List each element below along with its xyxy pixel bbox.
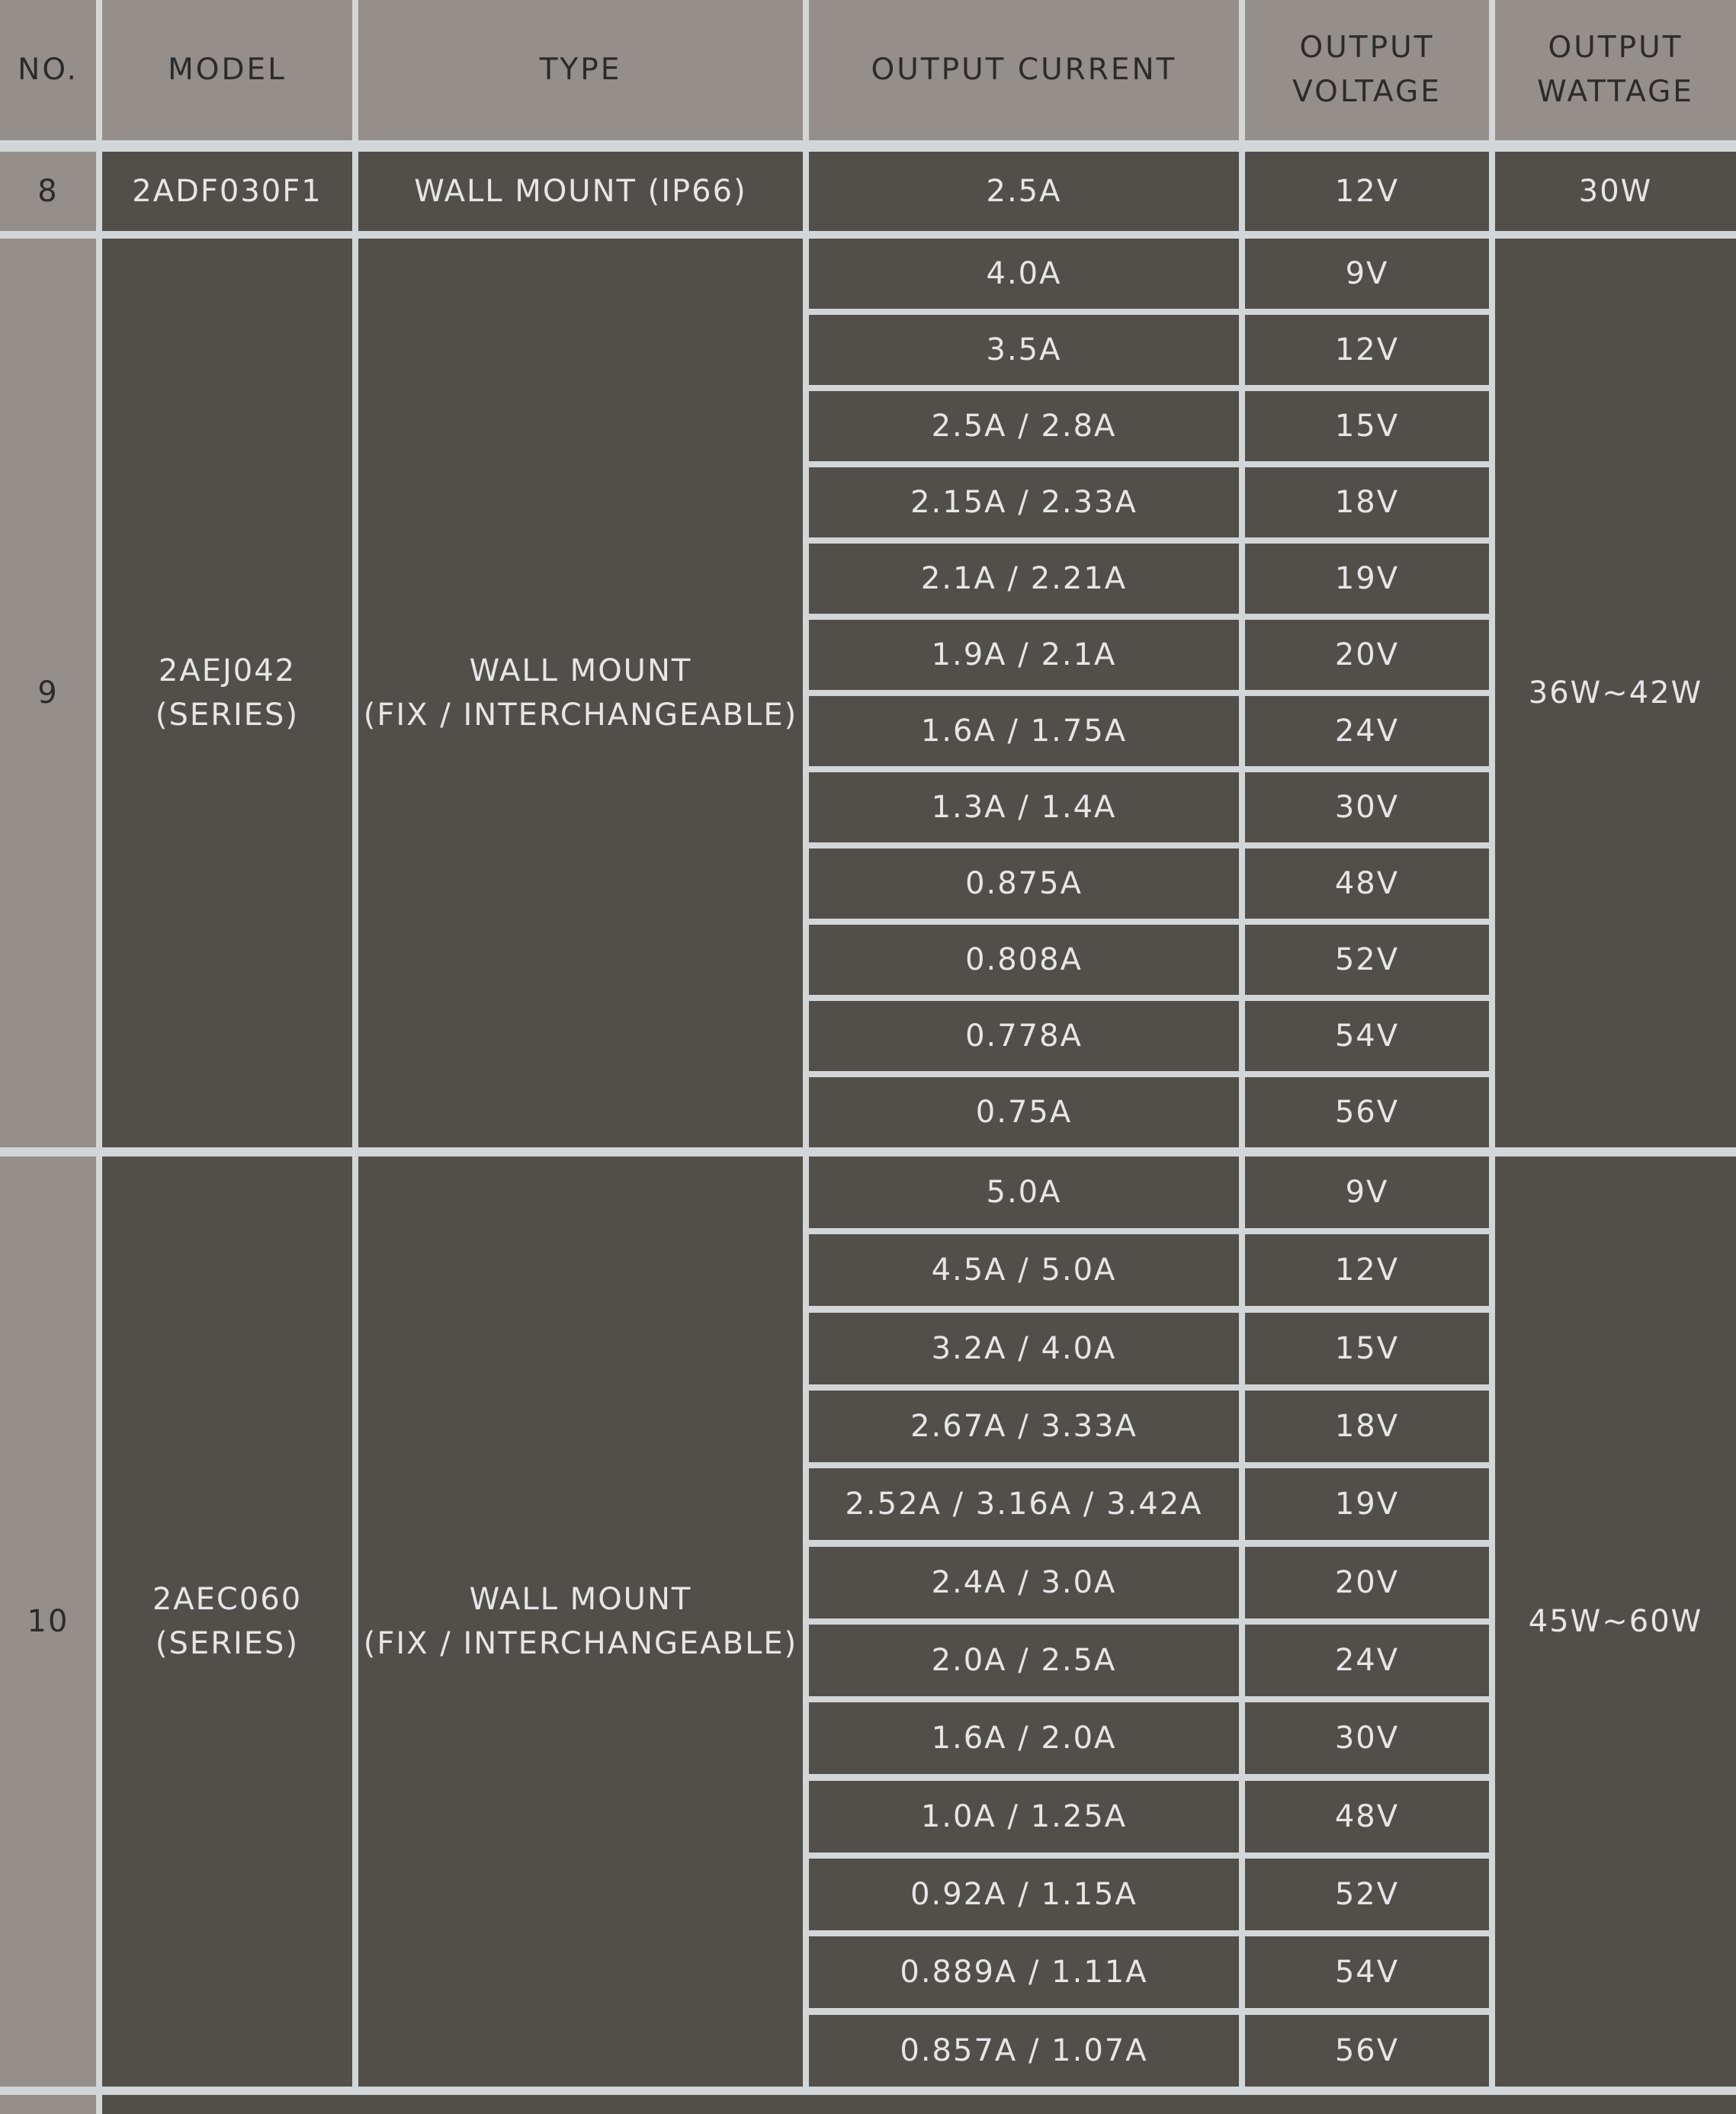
- output-current-cell: 2.5A: [809, 152, 1239, 231]
- output-current-cell: 1.3A / 1.4A: [809, 772, 1239, 842]
- output-current-cell: 2.1A / 2.21A: [809, 544, 1239, 614]
- header-output-voltage: OUTPUT VOLTAGE: [1245, 0, 1489, 140]
- output-voltage-cell: 18V: [1245, 1391, 1489, 1462]
- output-voltage-cell: 12V: [1245, 315, 1489, 385]
- output-current-cell: 2.0A / 2.5A: [809, 1625, 1239, 1696]
- output-current-cell: 1.6A / 2.0A: [809, 1702, 1239, 1774]
- model-cell: 2AEJ042 (SERIES): [102, 239, 352, 1147]
- type-cell: WALL MOUNT (IP66): [358, 152, 803, 231]
- output-voltage-cell: 20V: [1245, 620, 1489, 690]
- wattage-cell: 45W~60W: [1495, 1156, 1736, 2087]
- output-current-cell: 5.0A: [809, 1156, 1239, 1228]
- output-voltage-cell: 30V: [1245, 772, 1489, 842]
- header-output-current: OUTPUT CURRENT: [809, 0, 1239, 140]
- output-current-cell: 3.5A: [809, 315, 1239, 385]
- output-current-cell: 0.75A: [809, 1077, 1239, 1147]
- output-current-cell: 0.857A / 1.07A: [809, 2015, 1239, 2087]
- wattage-cell: 30W: [1495, 152, 1736, 231]
- output-voltage-cell: 9V: [1245, 1156, 1489, 1228]
- row-number: 9: [0, 239, 96, 1147]
- next-row-number-stub: [0, 2095, 96, 2114]
- header-no: NO.: [0, 0, 96, 140]
- wattage-cell: 36W~42W: [1495, 239, 1736, 1147]
- output-current-cell: 0.875A: [809, 848, 1239, 919]
- output-current-cell: 1.9A / 2.1A: [809, 620, 1239, 690]
- next-row-stub: [102, 2095, 1736, 2114]
- output-voltage-cell: 19V: [1245, 544, 1489, 614]
- output-voltage-cell: 24V: [1245, 1625, 1489, 1696]
- output-voltage-cell: 56V: [1245, 2015, 1489, 2087]
- output-current-cell: 2.52A / 3.16A / 3.42A: [809, 1468, 1239, 1540]
- output-voltage-cell: 54V: [1245, 1001, 1489, 1071]
- output-voltage-cell: 15V: [1245, 1313, 1489, 1384]
- output-current-cell: 4.0A: [809, 239, 1239, 309]
- output-current-cell: 1.0A / 1.25A: [809, 1781, 1239, 1853]
- output-voltage-cell: 52V: [1245, 1859, 1489, 1930]
- row-number: 8: [0, 152, 96, 231]
- output-voltage-cell: 18V: [1245, 467, 1489, 537]
- output-current-cell: 0.778A: [809, 1001, 1239, 1071]
- output-voltage-cell: 52V: [1245, 925, 1489, 995]
- output-current-cell: 1.6A / 1.75A: [809, 696, 1239, 766]
- output-voltage-cell: 48V: [1245, 848, 1489, 919]
- output-voltage-cell: 54V: [1245, 1936, 1489, 2008]
- type-cell: WALL MOUNT (FIX / INTERCHANGEABLE): [358, 239, 803, 1147]
- output-current-cell: 2.67A / 3.33A: [809, 1391, 1239, 1462]
- output-voltage-cell: 20V: [1245, 1547, 1489, 1618]
- output-current-cell: 0.92A / 1.15A: [809, 1859, 1239, 1930]
- output-current-cell: 2.5A / 2.8A: [809, 391, 1239, 461]
- row-number: 10: [0, 1156, 96, 2087]
- output-voltage-cell: 12V: [1245, 152, 1489, 231]
- output-voltage-cell: 12V: [1245, 1234, 1489, 1306]
- output-current-cell: 0.808A: [809, 925, 1239, 995]
- output-voltage-cell: 15V: [1245, 391, 1489, 461]
- model-cell: 2AEC060 (SERIES): [102, 1156, 352, 2087]
- model-cell: 2ADF030F1: [102, 152, 352, 231]
- output-voltage-cell: 9V: [1245, 239, 1489, 309]
- output-current-cell: 4.5A / 5.0A: [809, 1234, 1239, 1306]
- header-output-wattage: OUTPUT WATTAGE: [1495, 0, 1736, 140]
- output-voltage-cell: 56V: [1245, 1077, 1489, 1147]
- type-cell: WALL MOUNT (FIX / INTERCHANGEABLE): [358, 1156, 803, 2087]
- output-current-cell: 2.15A / 2.33A: [809, 467, 1239, 537]
- output-voltage-cell: 24V: [1245, 696, 1489, 766]
- output-voltage-cell: 48V: [1245, 1781, 1489, 1853]
- output-voltage-cell: 30V: [1245, 1702, 1489, 1774]
- output-current-cell: 0.889A / 1.11A: [809, 1936, 1239, 2008]
- header-type: TYPE: [358, 0, 803, 140]
- output-current-cell: 3.2A / 4.0A: [809, 1313, 1239, 1384]
- header-model: MODEL: [102, 0, 352, 140]
- output-voltage-cell: 19V: [1245, 1468, 1489, 1540]
- output-current-cell: 2.4A / 3.0A: [809, 1547, 1239, 1618]
